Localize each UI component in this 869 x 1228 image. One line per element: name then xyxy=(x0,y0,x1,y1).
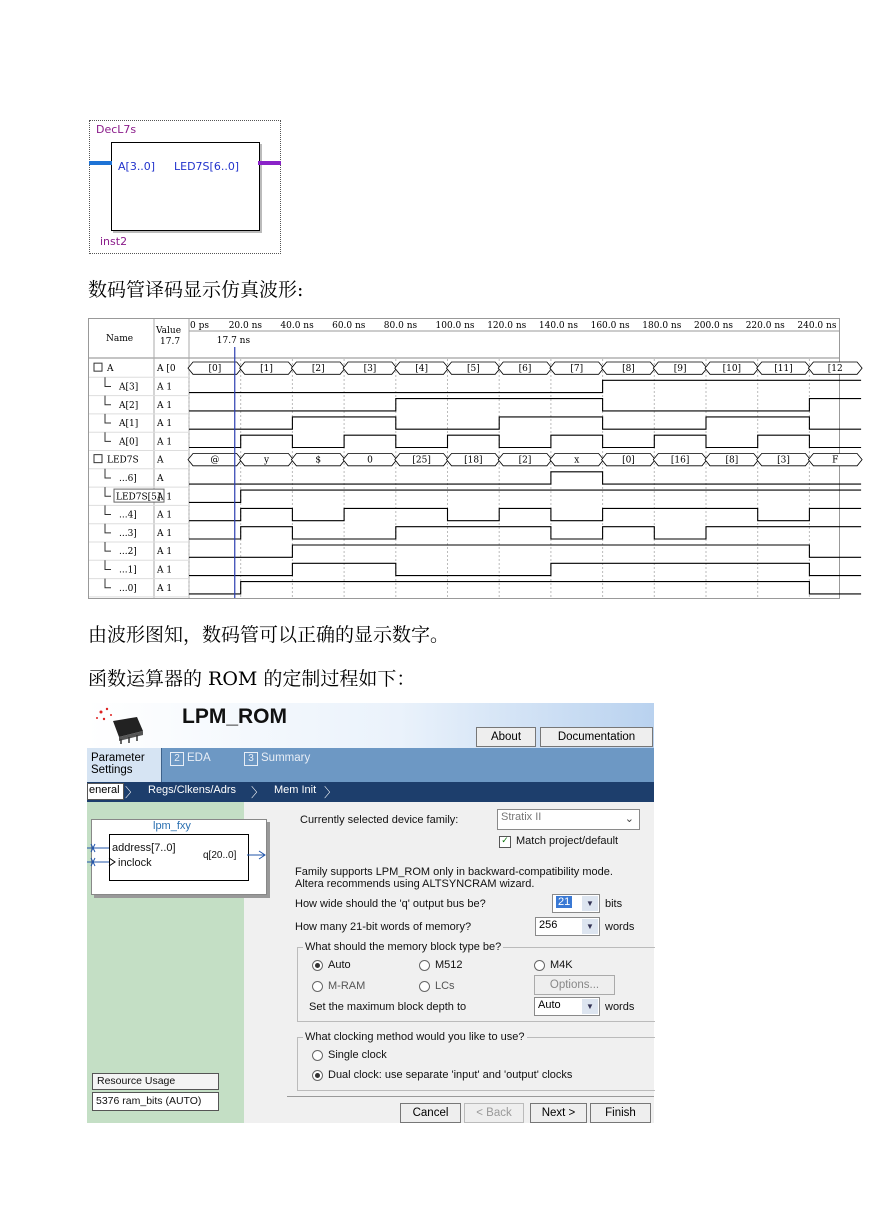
chevron-down-icon: ⌄ xyxy=(624,813,634,825)
signal-name: LED7S[5] xyxy=(116,492,161,503)
words-unit: words xyxy=(605,921,635,933)
max-depth-label: Set the maximum block depth to xyxy=(309,1001,467,1013)
tab-bar xyxy=(87,748,654,782)
radio-m512-label: M512 xyxy=(435,959,463,971)
time-tick-label: 140.0 ns xyxy=(538,321,578,331)
bus-value: [16] xyxy=(670,455,690,466)
value-header-time: 17.7 xyxy=(160,337,181,347)
bus-value: [12 xyxy=(827,364,843,375)
family-note-line1: Family supports LPM_ROM only in backward-compatibility mode. xyxy=(295,866,613,878)
tree-branch xyxy=(105,432,111,441)
bus-value: 0 xyxy=(367,455,373,466)
time-tick-label: 40.0 ns xyxy=(280,321,314,331)
signal-name: ...4] xyxy=(119,510,137,521)
signal-name: ...1] xyxy=(119,565,137,576)
family-note-line2: Altera recommends using ALTSYNCRAM wizard. xyxy=(295,878,535,890)
value-header: Value xyxy=(156,326,182,336)
signal-name: ...6] xyxy=(119,473,137,484)
max-depth-unit: words xyxy=(605,1001,635,1013)
output-port-label: LED7S[6..0] xyxy=(174,160,240,173)
q-width-select[interactable] xyxy=(552,894,600,913)
signal-value: A 1 xyxy=(157,437,173,448)
footer-divider xyxy=(287,1096,654,1097)
tab-eda[interactable] xyxy=(166,748,236,782)
time-tick-label: 60.0 ns xyxy=(332,321,366,331)
bus-value: [0] xyxy=(208,364,222,375)
device-family-select[interactable] xyxy=(497,809,640,830)
collapse-icon xyxy=(94,455,102,463)
tab-number: 3 xyxy=(244,752,258,766)
waveform-window xyxy=(88,318,843,599)
bus-value: [2] xyxy=(518,455,532,466)
bus-value: [7] xyxy=(570,364,584,375)
bus-value: [5] xyxy=(466,364,480,375)
bus-value: $ xyxy=(315,455,322,466)
bus-value: [9] xyxy=(673,364,687,375)
bus-value: [18] xyxy=(464,455,483,466)
sub-tab-bar xyxy=(87,782,654,802)
signal-value: A 1 xyxy=(157,419,173,430)
radio-m512[interactable] xyxy=(419,960,430,971)
instance-label: inst2 xyxy=(100,235,128,248)
time-tick-label: 160.0 ns xyxy=(590,321,630,331)
documentation-button[interactable]: Documentation xyxy=(540,727,653,747)
time-tick-label: 180.0 ns xyxy=(642,321,682,331)
tree-branch xyxy=(105,542,111,551)
signal-value: A 1 xyxy=(157,510,173,521)
tab-label: Summary xyxy=(261,752,311,764)
signal-waveform xyxy=(189,490,861,502)
preview-address-port: address[7..0] xyxy=(112,842,176,854)
time-tick-label: 80.0 ns xyxy=(383,321,418,331)
time-tick-label: 100.0 ns xyxy=(435,321,475,331)
time-tick-label: 240.0 ns xyxy=(797,321,837,331)
cursor-time-label: 17.7 ns xyxy=(216,336,251,346)
signal-value: A xyxy=(157,455,164,466)
tab-label: Parameter Settings xyxy=(91,752,145,776)
collapse-icon xyxy=(94,363,102,371)
resource-usage-box xyxy=(92,1092,219,1111)
memory-block-label: What should the memory block type be? xyxy=(305,941,502,953)
waveform-canvas xyxy=(89,319,843,598)
bus-value: [4] xyxy=(415,364,429,375)
signal-name: ...0] xyxy=(119,583,137,594)
bus-value: [0] xyxy=(622,455,635,466)
about-button[interactable]: About xyxy=(476,727,536,747)
radio-lcs-label: LCs xyxy=(435,980,455,992)
words-label: How many 21-bit words of memory? xyxy=(295,921,472,933)
radio-auto[interactable] xyxy=(312,960,323,971)
single-clock-label: Single clock xyxy=(328,1049,387,1061)
signal-name: A xyxy=(107,364,114,375)
radio-mram[interactable] xyxy=(312,981,323,992)
bus-value: [25] xyxy=(412,455,431,466)
signal-waveform xyxy=(189,545,861,557)
subtab-general[interactable]: eneral xyxy=(87,783,124,800)
bus-value: x xyxy=(574,455,580,466)
chevron-right-icon: 〉 xyxy=(125,785,139,800)
bus-value: [11] xyxy=(774,364,793,375)
output-wire xyxy=(258,161,281,165)
words-select[interactable] xyxy=(535,917,600,936)
subtab-regs[interactable]: Regs/Clkens/Adrs xyxy=(148,784,237,796)
tab-parameter-settings[interactable] xyxy=(87,748,162,782)
preview-q-port: q[20..0] xyxy=(203,850,237,861)
rom-intro-text: 函数运算器的 ROM 的定制过程如下： xyxy=(88,668,416,690)
signal-waveform xyxy=(189,472,861,484)
signal-value: A 1 xyxy=(157,382,173,393)
options-button[interactable]: Options... xyxy=(534,975,615,995)
bus-value: F xyxy=(832,455,839,466)
radio-dual-clock[interactable] xyxy=(312,1070,323,1081)
chevron-right-icon: 〉 xyxy=(251,785,265,800)
bus-value: [6] xyxy=(518,364,532,375)
conclusion-text: 由波形图知，数码管可以正确的显示数字。 xyxy=(88,624,450,646)
tree-branch xyxy=(105,396,111,405)
signal-waveform xyxy=(189,563,861,575)
chevron-down-icon: ▼ xyxy=(582,896,598,911)
tree-branch xyxy=(105,414,111,423)
decl7s-block-body[interactable] xyxy=(111,142,260,231)
bus-value: [1] xyxy=(260,364,273,375)
radio-m4k-label: M4K xyxy=(550,959,573,971)
dual-clock-label: Dual clock: use separate 'input' and 'output' clocks xyxy=(328,1069,573,1081)
radio-m4k[interactable] xyxy=(534,960,545,971)
resource-usage-title: Resource Usage xyxy=(97,1075,176,1087)
time-tick-label: 20.0 ns xyxy=(228,321,263,331)
q-width-label: How wide should the 'q' output bus be? xyxy=(295,898,486,910)
signal-waveform xyxy=(189,527,861,539)
device-family-label: Currently selected device family: xyxy=(300,814,459,826)
bus-value: [10] xyxy=(722,364,742,375)
tree-branch xyxy=(105,487,111,496)
signal-waveform xyxy=(189,582,861,594)
tab-label: EDA xyxy=(187,752,211,764)
signal-value: A 1 xyxy=(157,547,173,558)
bus-value: @ xyxy=(210,455,220,466)
bus-value: [3] xyxy=(777,455,790,466)
lpm-rom-dialog xyxy=(87,703,654,1123)
signal-value: A 1 xyxy=(157,400,173,411)
signal-value: A [0 xyxy=(157,364,176,375)
bits-unit: bits xyxy=(605,898,623,910)
signal-name: A[2] xyxy=(119,400,139,411)
signal-name: LED7S xyxy=(107,455,139,466)
signal-name: A[3] xyxy=(119,382,139,393)
clocking-label: What clocking method would you like to use? xyxy=(305,1031,525,1043)
signal-value: A 1 xyxy=(157,583,173,594)
preview-clock-port: inclock xyxy=(118,857,152,869)
resource-usage-value: 5376 ram_bits (AUTO) xyxy=(96,1095,202,1107)
chevron-down-icon: ▼ xyxy=(582,999,598,1014)
time-tick-label: 0 ps xyxy=(190,321,209,331)
signal-value: A xyxy=(157,473,164,484)
radio-single-clock[interactable] xyxy=(312,1050,323,1061)
input-port-label: A[3..0] xyxy=(118,160,156,173)
time-tick-label: 120.0 ns xyxy=(487,321,527,331)
radio-auto-label: Auto xyxy=(328,959,351,971)
waveform-caption: 数码管译码显示仿真波形: xyxy=(88,279,304,301)
max-depth-value: Auto xyxy=(538,999,561,1011)
signal-value: A 1 xyxy=(157,528,173,539)
signal-name: ...3] xyxy=(119,528,137,539)
clocking-group xyxy=(297,1037,655,1091)
bus-value: [8] xyxy=(622,364,635,375)
name-header: Name xyxy=(106,334,134,344)
resource-usage-header xyxy=(92,1073,219,1090)
words-value: 256 xyxy=(539,919,558,931)
tree-branch xyxy=(105,560,111,569)
megawizard-chip-icon xyxy=(93,705,145,745)
bus-value: y xyxy=(264,455,270,466)
q-width-value: 21 xyxy=(558,896,571,908)
bus-value: [2] xyxy=(311,364,325,375)
bus-value: [8] xyxy=(725,455,739,466)
tab-summary[interactable] xyxy=(240,748,325,782)
tree-branch xyxy=(105,579,111,588)
signal-value: A 1 xyxy=(157,492,173,503)
signal-waveform xyxy=(189,399,861,411)
signal-name: ...2] xyxy=(119,547,137,558)
tree-branch xyxy=(105,524,111,533)
preview-wires xyxy=(87,833,277,873)
time-tick-label: 220.0 ns xyxy=(745,321,785,331)
signal-name: A[0] xyxy=(119,437,139,448)
device-family-value: Stratix II xyxy=(501,811,542,823)
tab-number: 2 xyxy=(170,752,184,766)
signal-waveform xyxy=(189,508,861,520)
input-wire xyxy=(89,161,112,165)
subtab-mem-init[interactable]: Mem Init xyxy=(274,784,317,796)
finish-button[interactable]: Finish xyxy=(590,1103,651,1123)
signal-name: A[1] xyxy=(119,419,139,430)
preview-block-name: lpm_fxy xyxy=(153,820,191,832)
match-project-checkbox[interactable]: ✓ xyxy=(499,836,511,848)
radio-mram-label: M-RAM xyxy=(328,980,366,992)
tree-branch xyxy=(105,377,111,386)
chevron-down-icon: ▼ xyxy=(582,919,598,934)
signal-waveform xyxy=(189,417,861,429)
block-name: DecL7s xyxy=(96,123,137,136)
signal-value: A 1 xyxy=(157,565,173,576)
cancel-button[interactable]: Cancel xyxy=(400,1103,461,1123)
signal-waveform xyxy=(189,380,861,392)
back-button[interactable]: < Back xyxy=(464,1103,524,1123)
radio-lcs[interactable] xyxy=(419,981,430,992)
dialog-title: LPM_ROM xyxy=(182,705,287,728)
chevron-right-icon: 〉 xyxy=(324,785,338,800)
tree-branch xyxy=(105,469,111,478)
max-depth-select[interactable] xyxy=(534,997,600,1016)
bus-value: [3] xyxy=(363,364,377,375)
signal-waveform xyxy=(189,435,861,447)
tree-branch xyxy=(105,505,111,514)
time-tick-label: 200.0 ns xyxy=(694,321,734,331)
next-button[interactable]: Next > xyxy=(530,1103,587,1123)
match-project-label: Match project/default xyxy=(516,835,619,847)
